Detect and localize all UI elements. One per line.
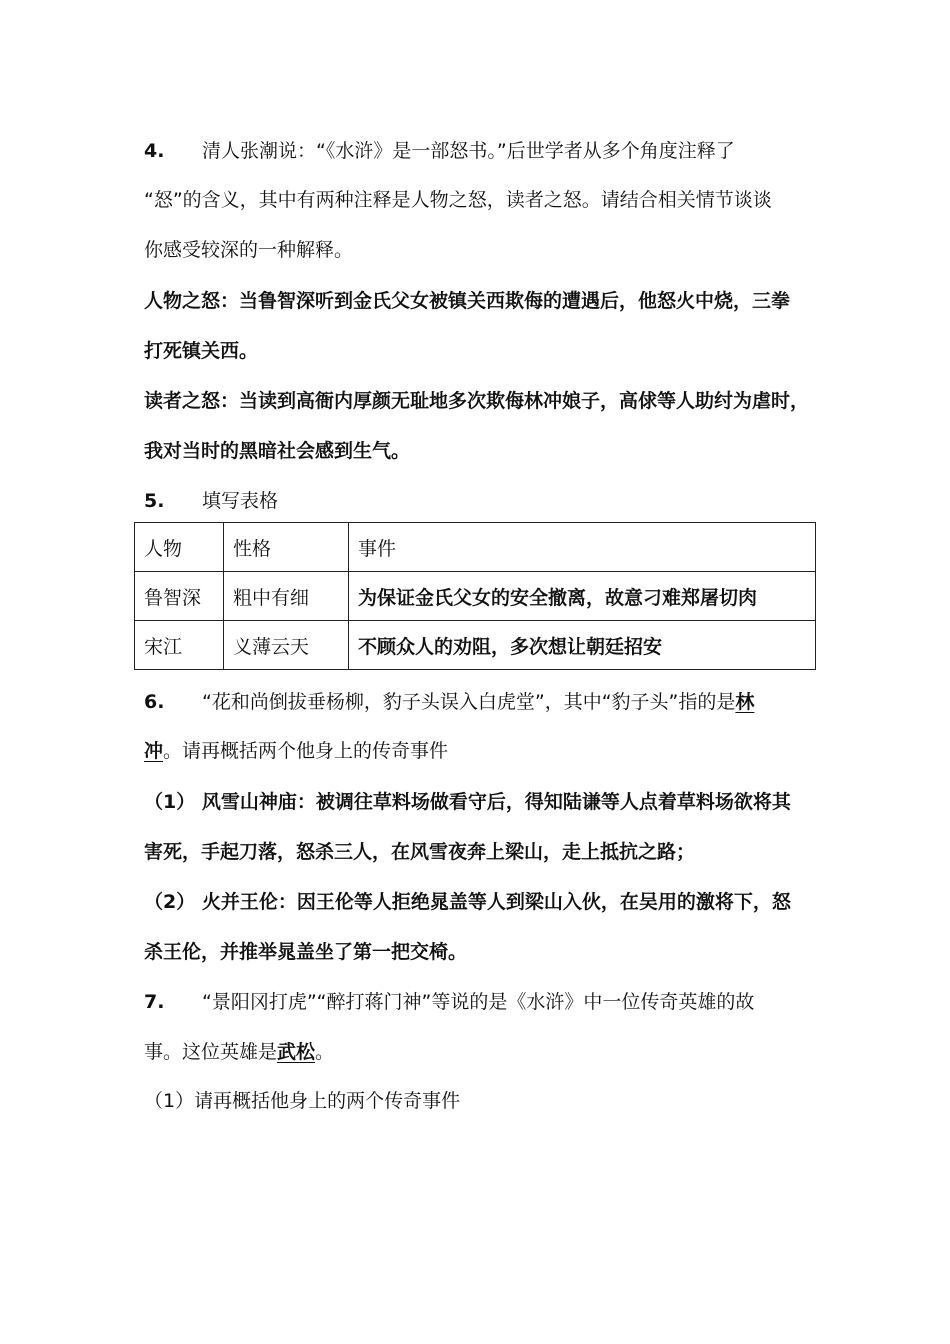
q6-text-line2: 。请再概括两个他身上的传奇事件 [163, 740, 449, 762]
q5-line [144, 488, 278, 514]
q7-line2 [144, 1039, 334, 1065]
q7-answer: 武松 [277, 1041, 316, 1063]
q7-sub1: （1）请再概括他身上的两个传奇事件 [144, 1090, 461, 1112]
character-table [134, 522, 816, 670]
table-header-row [135, 523, 816, 572]
q6-answer-part2: 冲 [144, 740, 164, 762]
q4-line3: 你感受较深的一种解释。 [144, 239, 354, 261]
q6-item2-line1: （2） 火并王伦：因王伦等人拒绝晁盖等人到梁山入伙，在吴用的激将下，怒 [144, 891, 791, 913]
table-cell: 义薄云天 [224, 621, 349, 670]
q6-answer-part1: 林 [735, 691, 755, 713]
q4-answer2-line1: 读者之怒：当读到高衙内厚颜无耻地多次欺侮林冲娘子，高俅等人助纣为虐时， [144, 390, 810, 412]
q4-answer1-line1: 人物之怒：当鲁智深听到金氏父女被镇关西欺侮的遭遇后，他怒火中烧，三拳 [144, 290, 791, 312]
q5-number: 5. [144, 490, 165, 512]
q6-item1-line1: （1） 风雪山神庙：被调往草料场做看守后，得知陆谦等人点着草料场欲将其 [144, 791, 791, 813]
q7-text-post: 。 [315, 1041, 335, 1063]
q6-item2-line2: 杀王伦，并推举晁盖坐了第一把交椅。 [144, 941, 468, 963]
table-cell: 不顾众人的劝阻，多次想让朝廷招安 [349, 621, 816, 670]
table-row [135, 621, 816, 670]
q4-number: 4. [144, 140, 165, 162]
q6-line2 [144, 738, 448, 764]
q4-line1 [144, 138, 735, 164]
q5-text: 填写表格 [202, 490, 279, 512]
table-cell: 为保证金氏父女的安全撤离，故意刁难郑屠切肉 [349, 572, 816, 621]
q7-text-line1: “景阳冈打虎”“醉打蒋门神”等说的是《水浒》中一位传奇英雄的故 [202, 991, 755, 1013]
table-cell: 鲁智深 [135, 572, 224, 621]
table-cell: 粗中有细 [224, 572, 349, 621]
q6-item1-line2: 害死，手起刀落，怒杀三人，在风雪夜奔上梁山，走上抵抗之路； [144, 841, 696, 863]
table-cell: 宋江 [135, 621, 224, 670]
table-row [135, 572, 816, 621]
q6-line1 [144, 689, 754, 715]
q6-text-line1: “花和尚倒拔垂杨柳，豹子头误入白虎堂”，其中“豹子头”指的是 [202, 691, 736, 713]
q7-line1 [144, 989, 754, 1015]
q4-line2: “怒”的含义，其中有两种注释是人物之怒，读者之怒。请结合相关情节谈谈 [144, 189, 772, 211]
q7-number: 7. [144, 991, 165, 1013]
q4-answer2-line2: 我对当时的黑暗社会感到生气。 [144, 440, 411, 462]
q6-number: 6. [144, 691, 165, 713]
q7-text-pre: 事。这位英雄是 [144, 1041, 278, 1063]
table-header-cell: 性格 [224, 523, 349, 572]
table-header-cell: 人物 [135, 523, 224, 572]
q4-answer1-line2: 打死镇关西。 [144, 340, 259, 362]
q4-text-line1: 清人张潮说：“《水浒》是一部怒书。”后世学者从多个角度注释了 [202, 140, 735, 162]
table-header-cell: 事件 [349, 523, 816, 572]
